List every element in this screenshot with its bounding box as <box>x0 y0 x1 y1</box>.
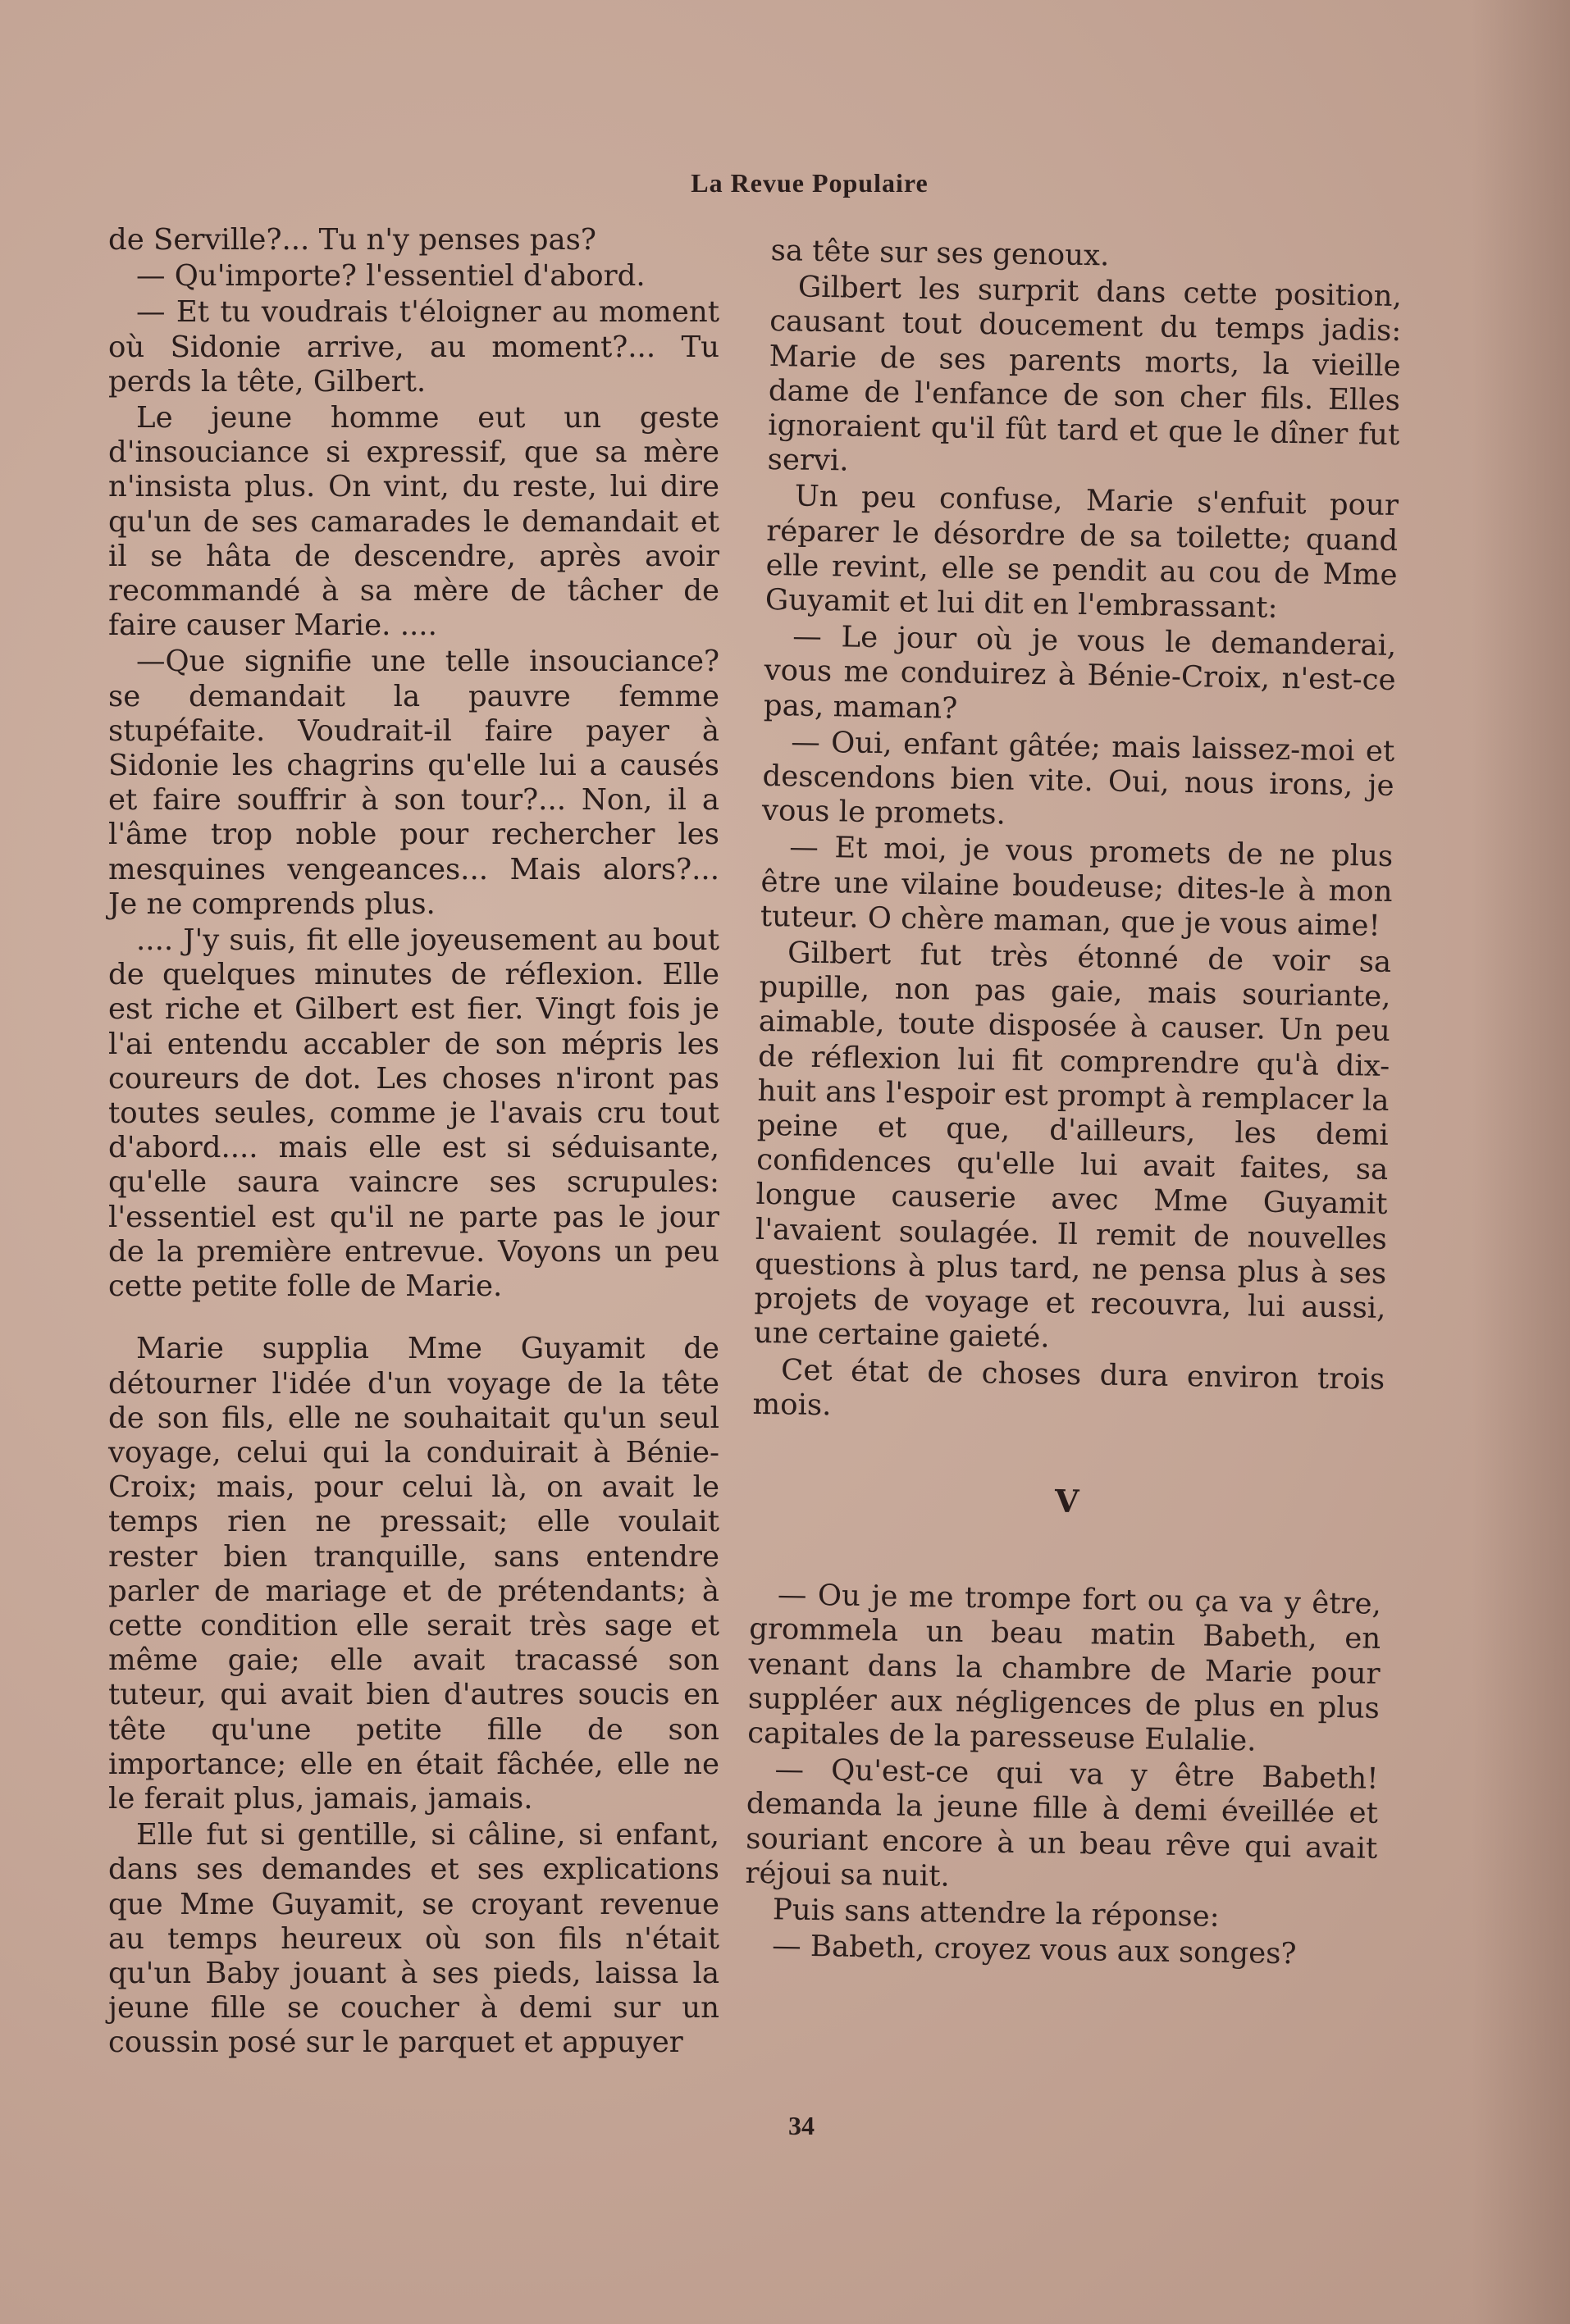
paragraph: — Et tu voudrais t'éloigner au moment où Sidonie arrive, au moment?... Tu perds la tête, Gilbert. <box>108 295 719 399</box>
chapter-heading: V <box>1054 1482 1079 1520</box>
paragraph: — Qu'est-ce qui va y être Babeth! demanda la jeune fille à demi éveillée et souriant encore à un beau rêve qui avait réjoui sa nuit. <box>745 1752 1379 1893</box>
paragraph: — Babeth, croyez vous aux songes? <box>771 1929 1297 1971</box>
paragraph: — Ou je me trompe fort ou ça va y être, grommela un beau matin Babeth, en venant dans la chambre de Marie pour suppléer aux négligences de plus en plus capitales de la paresseuse Eulalie. <box>746 1578 1382 1758</box>
paragraph: — Qu'importe? l'essentiel d'abord. <box>136 259 646 294</box>
paragraph: Cet état de choses dura environ trois mois. <box>752 1352 1385 1423</box>
paragraph: Marie supplia Mme Guyamit de détourner l'idée d'un voyage de la tête de son fils, elle ne souhaitait qu'un seul voyage, celui qui la conduirait à Bénie-Croix; mais, pour celui là, on avait le temps rien ne pressait; elle voulait rester bien tranquille, sans entendre parler de mariage et de prétendants; à cette condition elle serait très sage et même gaie; elle avait tracassé son tuteur, qui avait bien d'autres soucis en tête qu'une petite fille de son importance; elle en était fâchée, elle ne le ferait plus, jamais, jamais. <box>108 1332 719 1816</box>
left-column <box>108 223 719 2062</box>
paragraph: Puis sans attendre la réponse: <box>772 1893 1220 1934</box>
paragraph: Un peu confuse, Marie s'enfuit pour réparer le désordre de sa toilette; quand elle revint, elle se pendit au cou de Mme Guyamit et lui dit en l'embrassant: <box>764 479 1399 625</box>
paragraph: — Et moi, je vous promets de ne plus être une vilaine boudeuse; dites-le à mon tuteur. O chère maman, que je vous aime! <box>760 830 1394 943</box>
paragraph: Gilbert les surprit dans cette position, causant tout doucement du temps jadis: Marie de ses parents morts, la vieille dame de l'enfance de son cher fils. Elles ignoraient qu'il fût tard et que le dîner fut servi. <box>767 270 1403 478</box>
paragraph: —Que signifie une telle insouciance? se demandait la pauvre femme stupéfaite. Voudrait-il faire payer à Sidonie les chagrins qu'elle lui a causés et faire souffrir à son tour?... Non, il a l'âme trop noble pour rechercher les mesquines vengeances... Mais alors?... Je ne comprends plus. <box>108 645 719 921</box>
paragraph: — Oui, enfant gâtée; mais laissez-moi et descendons bien vite. Oui, nous irons, je vous le promets. <box>761 725 1395 832</box>
right-column-bottom <box>744 1578 1381 1973</box>
paragraph: .... J'y suis, fit elle joyeusement au bout de quelques minutes de réflexion. Elle est riche et Gilbert est fier. Vingt fois je l'ai entendu accabler de son mépris les coureurs de dot. Les choses n'iront pas toutes seules, comme je l'avais cru tout d'abord.... mais elle est si séduisante, qu'elle saura vaincre ses scrupules: l'essentiel est qu'il ne parte pas le jour de la première entrevue. Voyons un peu cette petite folle de Marie. <box>108 923 719 1304</box>
paragraph: Gilbert fut très étonné de voir sa pupille, non pas gaie, mais souriante, aimable, toute disposée à causer. Un peu de réflexion lui fit comprendre qu'à dix-huit ans l'espoir est prompt à remplacer la peine et que, d'ailleurs, les demi confidences qu'elle lui avait faites, sa longue causerie avec Mme Guyamit l'avaient soulagée. Il remit de nouvelles questions à plus tard, ne pensa plus à ses projets de voyage et recouvra, lui aussi, une certaine gaieté. <box>753 936 1392 1355</box>
paragraph: Elle fut si gentille, si câline, si enfant, dans ses demandes et ses explications que Mme Guyamit, se croyant revenue au temps heureux où son fils n'était qu'un Baby jouant à ses pieds, laissa la jeune fille se coucher à demi sur un coussin posé sur le parquet et appuyer <box>108 1818 719 2060</box>
right-column <box>744 234 1403 1975</box>
paragraph: sa tête sur ses genoux. <box>770 234 1110 273</box>
paragraph: — Le jour où je vous le demanderai, vous me conduirez à Bénie-Croix, n'est-ce pas, maman? <box>763 619 1397 726</box>
page-number: 34 <box>788 2111 815 2140</box>
right-column-top <box>752 234 1403 1432</box>
paragraph: Le jeune homme eut un geste d'insouciance si expressif, que sa mère n'insista plus. On vint, du reste, lui dire qu'un de ses camarades le demandait et il se hâta de descendre, après avoir recommandé à sa mère de tâcher de faire causer Marie. .... <box>108 401 719 643</box>
paragraph-gap <box>108 1306 719 1332</box>
paragraph: de Serville?... Tu n'y penses pas? <box>108 223 596 257</box>
page-edge-shadow <box>1472 0 1570 2324</box>
running-header: La Revue Populaire <box>691 168 929 198</box>
